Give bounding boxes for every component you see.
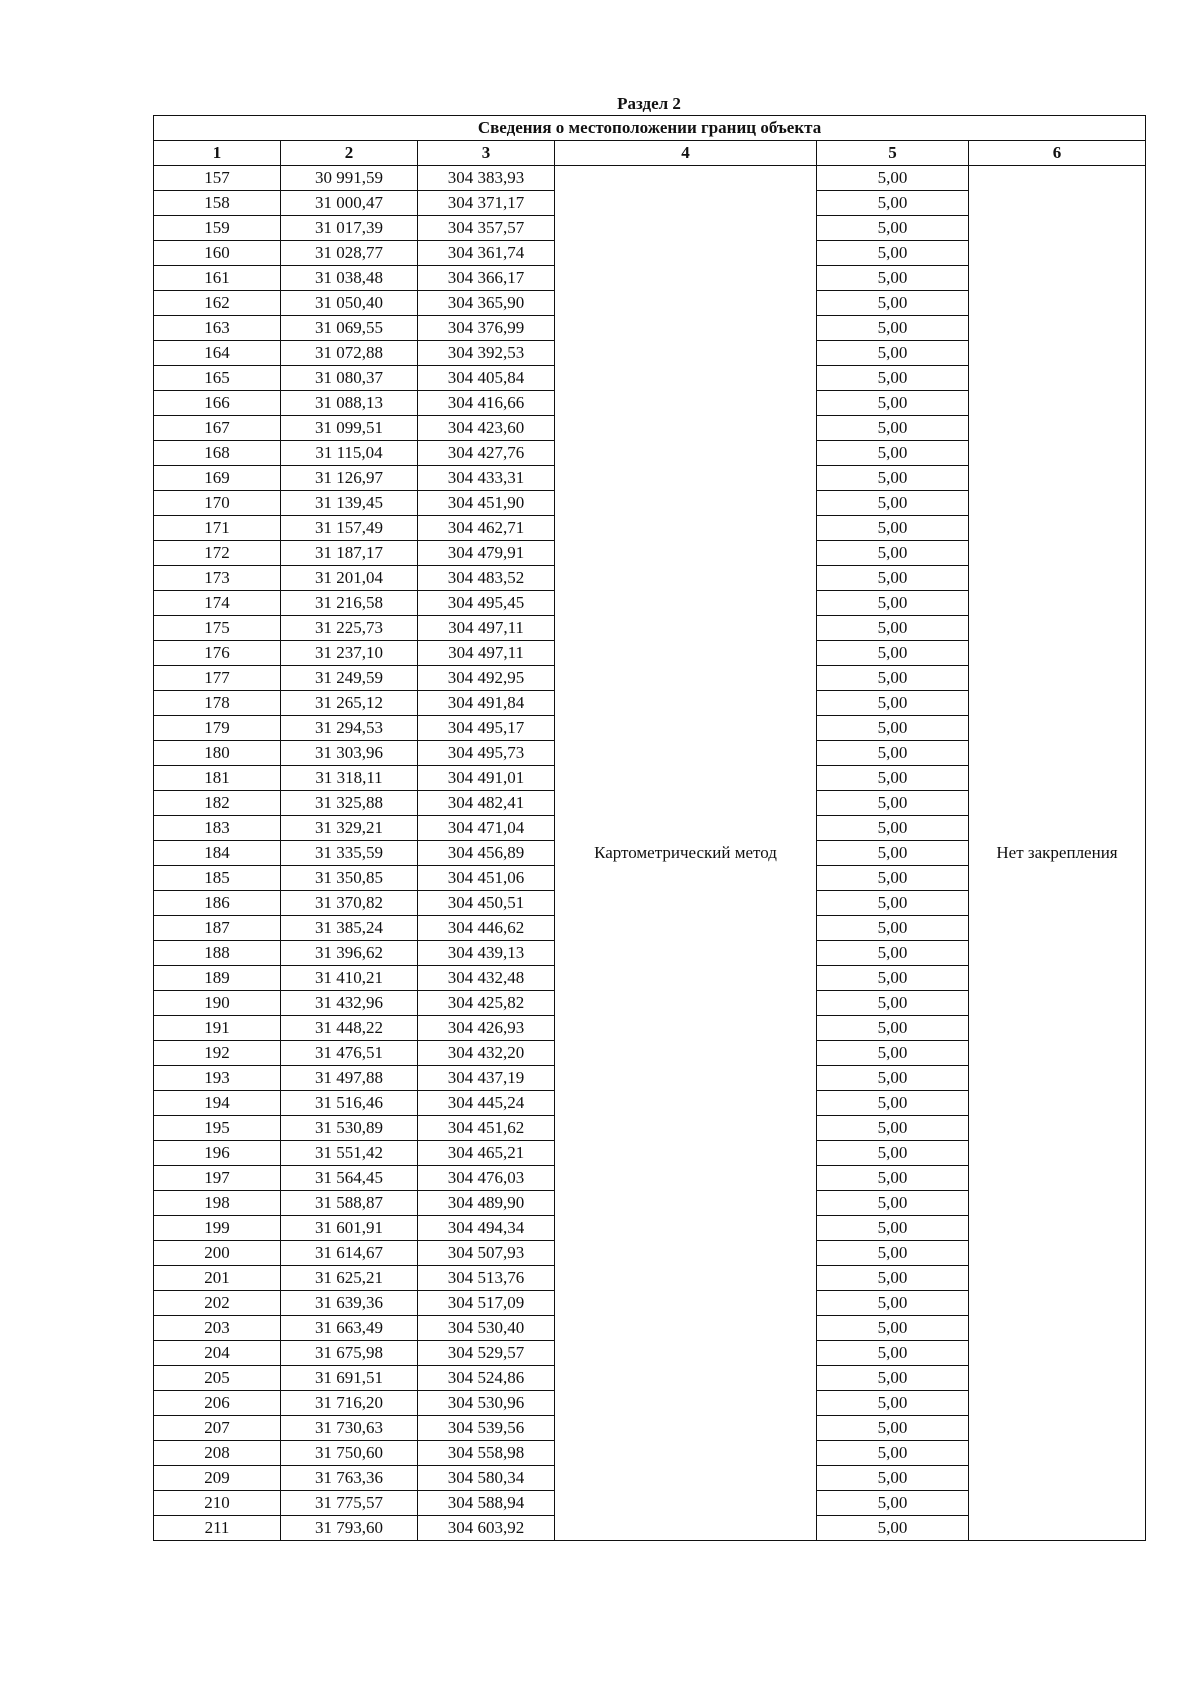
accuracy-cell: 5,00 <box>817 191 969 216</box>
coordinate-y-cell: 304 497,11 <box>418 616 555 641</box>
coordinate-y-cell: 304 445,24 <box>418 1091 555 1116</box>
point-number-cell: 186 <box>154 891 281 916</box>
coordinate-y-cell: 304 517,09 <box>418 1291 555 1316</box>
coordinate-x-cell: 31 099,51 <box>281 416 418 441</box>
point-number-cell: 163 <box>154 316 281 341</box>
coordinate-x-cell: 31 675,98 <box>281 1341 418 1366</box>
point-number-cell: 178 <box>154 691 281 716</box>
coordinate-y-cell: 304 446,62 <box>418 916 555 941</box>
accuracy-cell: 5,00 <box>817 291 969 316</box>
document-sheet <box>153 93 1145 1541</box>
point-number-cell: 176 <box>154 641 281 666</box>
accuracy-cell: 5,00 <box>817 616 969 641</box>
column-number-6: 6 <box>969 141 1146 166</box>
coordinate-y-cell: 304 433,31 <box>418 466 555 491</box>
table-body <box>154 166 1146 1541</box>
coordinate-x-cell: 31 157,49 <box>281 516 418 541</box>
column-number-3: 3 <box>418 141 555 166</box>
point-number-cell: 173 <box>154 566 281 591</box>
coordinate-y-cell: 304 580,34 <box>418 1466 555 1491</box>
accuracy-cell: 5,00 <box>817 1516 969 1541</box>
coordinate-y-cell: 304 451,90 <box>418 491 555 516</box>
column-number-4: 4 <box>555 141 817 166</box>
coordinate-x-cell: 31 448,22 <box>281 1016 418 1041</box>
point-number-cell: 184 <box>154 841 281 866</box>
accuracy-cell: 5,00 <box>817 1016 969 1041</box>
coordinate-x-cell: 31 350,85 <box>281 866 418 891</box>
accuracy-cell: 5,00 <box>817 766 969 791</box>
point-number-cell: 193 <box>154 1066 281 1091</box>
point-number-cell: 157 <box>154 166 281 191</box>
accuracy-cell: 5,00 <box>817 241 969 266</box>
coordinate-x-cell: 31 516,46 <box>281 1091 418 1116</box>
accuracy-cell: 5,00 <box>817 541 969 566</box>
coordinate-x-cell: 31 793,60 <box>281 1516 418 1541</box>
point-number-cell: 179 <box>154 716 281 741</box>
accuracy-cell: 5,00 <box>817 1416 969 1441</box>
accuracy-cell: 5,00 <box>817 691 969 716</box>
coordinate-x-cell: 31 750,60 <box>281 1441 418 1466</box>
coordinate-x-cell: 31 126,97 <box>281 466 418 491</box>
coordinate-y-cell: 304 491,84 <box>418 691 555 716</box>
coordinate-y-cell: 304 524,86 <box>418 1366 555 1391</box>
coordinate-x-cell: 31 072,88 <box>281 341 418 366</box>
point-number-cell: 206 <box>154 1391 281 1416</box>
coordinate-x-cell: 31 325,88 <box>281 791 418 816</box>
accuracy-cell: 5,00 <box>817 1116 969 1141</box>
coordinate-y-cell: 304 513,76 <box>418 1266 555 1291</box>
point-number-cell: 174 <box>154 591 281 616</box>
accuracy-cell: 5,00 <box>817 991 969 1016</box>
coordinate-x-cell: 31 588,87 <box>281 1191 418 1216</box>
coordinate-x-cell: 31 080,37 <box>281 366 418 391</box>
coordinate-y-cell: 304 507,93 <box>418 1241 555 1266</box>
point-number-cell: 195 <box>154 1116 281 1141</box>
accuracy-cell: 5,00 <box>817 366 969 391</box>
coordinate-y-cell: 304 439,13 <box>418 941 555 966</box>
point-number-cell: 159 <box>154 216 281 241</box>
coordinate-y-cell: 304 476,03 <box>418 1166 555 1191</box>
accuracy-cell: 5,00 <box>817 841 969 866</box>
coordinate-y-cell: 304 479,91 <box>418 541 555 566</box>
coordinate-x-cell: 31 730,63 <box>281 1416 418 1441</box>
accuracy-cell: 5,00 <box>817 1041 969 1066</box>
accuracy-cell: 5,00 <box>817 1266 969 1291</box>
accuracy-cell: 5,00 <box>817 266 969 291</box>
coordinate-y-cell: 304 588,94 <box>418 1491 555 1516</box>
point-number-cell: 198 <box>154 1191 281 1216</box>
coordinate-y-cell: 304 357,57 <box>418 216 555 241</box>
point-number-cell: 194 <box>154 1091 281 1116</box>
coordinate-y-cell: 304 383,93 <box>418 166 555 191</box>
point-number-cell: 189 <box>154 966 281 991</box>
coordinate-x-cell: 31 497,88 <box>281 1066 418 1091</box>
coordinate-y-cell: 304 462,71 <box>418 516 555 541</box>
coordinate-x-cell: 31 476,51 <box>281 1041 418 1066</box>
point-number-cell: 180 <box>154 741 281 766</box>
point-number-cell: 164 <box>154 341 281 366</box>
coordinate-y-cell: 304 427,76 <box>418 441 555 466</box>
coordinate-x-cell: 31 530,89 <box>281 1116 418 1141</box>
accuracy-cell: 5,00 <box>817 941 969 966</box>
coordinate-y-cell: 304 495,73 <box>418 741 555 766</box>
accuracy-cell: 5,00 <box>817 816 969 841</box>
point-number-cell: 204 <box>154 1341 281 1366</box>
coordinate-x-cell: 31 410,21 <box>281 966 418 991</box>
accuracy-cell: 5,00 <box>817 866 969 891</box>
coordinate-x-cell: 31 370,82 <box>281 891 418 916</box>
coordinate-y-cell: 304 530,40 <box>418 1316 555 1341</box>
point-number-cell: 201 <box>154 1266 281 1291</box>
coordinate-x-cell: 31 385,24 <box>281 916 418 941</box>
coordinate-x-cell: 31 201,04 <box>281 566 418 591</box>
point-number-cell: 181 <box>154 766 281 791</box>
coordinate-x-cell: 31 225,73 <box>281 616 418 641</box>
accuracy-cell: 5,00 <box>817 791 969 816</box>
coordinate-y-cell: 304 376,99 <box>418 316 555 341</box>
coordinate-y-cell: 304 529,57 <box>418 1341 555 1366</box>
coordinate-y-cell: 304 405,84 <box>418 366 555 391</box>
accuracy-cell: 5,00 <box>817 566 969 591</box>
accuracy-cell: 5,00 <box>817 341 969 366</box>
coordinate-x-cell: 31 335,59 <box>281 841 418 866</box>
accuracy-cell: 5,00 <box>817 491 969 516</box>
point-number-cell: 210 <box>154 1491 281 1516</box>
coordinate-x-cell: 31 601,91 <box>281 1216 418 1241</box>
table-row <box>154 166 1146 191</box>
coordinate-x-cell: 31 625,21 <box>281 1266 418 1291</box>
point-number-cell: 190 <box>154 991 281 1016</box>
accuracy-cell: 5,00 <box>817 516 969 541</box>
point-number-cell: 205 <box>154 1366 281 1391</box>
point-number-cell: 200 <box>154 1241 281 1266</box>
accuracy-cell: 5,00 <box>817 1441 969 1466</box>
coordinate-x-cell: 31 763,36 <box>281 1466 418 1491</box>
coordinate-x-cell: 31 017,39 <box>281 216 418 241</box>
accuracy-cell: 5,00 <box>817 1216 969 1241</box>
boundary-table <box>153 115 1146 1541</box>
accuracy-cell: 5,00 <box>817 1366 969 1391</box>
accuracy-cell: 5,00 <box>817 466 969 491</box>
point-number-cell: 208 <box>154 1441 281 1466</box>
coordinate-x-cell: 31 139,45 <box>281 491 418 516</box>
point-number-cell: 185 <box>154 866 281 891</box>
column-number-1: 1 <box>154 141 281 166</box>
coordinate-y-cell: 304 497,11 <box>418 641 555 666</box>
accuracy-cell: 5,00 <box>817 1391 969 1416</box>
coordinate-x-cell: 30 991,59 <box>281 166 418 191</box>
coordinate-y-cell: 304 451,06 <box>418 866 555 891</box>
coordinate-y-cell: 304 366,17 <box>418 266 555 291</box>
point-number-cell: 209 <box>154 1466 281 1491</box>
accuracy-cell: 5,00 <box>817 1091 969 1116</box>
point-number-cell: 203 <box>154 1316 281 1341</box>
coordinate-x-cell: 31 639,36 <box>281 1291 418 1316</box>
accuracy-cell: 5,00 <box>817 1341 969 1366</box>
accuracy-cell: 5,00 <box>817 1291 969 1316</box>
point-number-cell: 191 <box>154 1016 281 1041</box>
point-number-cell: 197 <box>154 1166 281 1191</box>
coordinate-y-cell: 304 491,01 <box>418 766 555 791</box>
point-number-cell: 187 <box>154 916 281 941</box>
coordinate-x-cell: 31 614,67 <box>281 1241 418 1266</box>
point-number-cell: 202 <box>154 1291 281 1316</box>
accuracy-cell: 5,00 <box>817 1141 969 1166</box>
point-number-cell: 162 <box>154 291 281 316</box>
accuracy-cell: 5,00 <box>817 966 969 991</box>
coordinate-x-cell: 31 237,10 <box>281 641 418 666</box>
coordinate-y-cell: 304 489,90 <box>418 1191 555 1216</box>
accuracy-cell: 5,00 <box>817 916 969 941</box>
section-title: Раздел 2 <box>617 94 681 113</box>
coordinate-y-cell: 304 495,45 <box>418 591 555 616</box>
column-number-5: 5 <box>817 141 969 166</box>
coordinate-y-cell: 304 432,20 <box>418 1041 555 1066</box>
accuracy-cell: 5,00 <box>817 441 969 466</box>
point-number-cell: 199 <box>154 1216 281 1241</box>
point-number-cell: 165 <box>154 366 281 391</box>
coordinate-y-cell: 304 465,21 <box>418 1141 555 1166</box>
point-number-cell: 161 <box>154 266 281 291</box>
point-number-cell: 182 <box>154 791 281 816</box>
coordinate-x-cell: 31 038,48 <box>281 266 418 291</box>
coordinate-y-cell: 304 365,90 <box>418 291 555 316</box>
point-number-cell: 207 <box>154 1416 281 1441</box>
coordinate-y-cell: 304 471,04 <box>418 816 555 841</box>
coordinate-x-cell: 31 069,55 <box>281 316 418 341</box>
point-number-cell: 177 <box>154 666 281 691</box>
accuracy-cell: 5,00 <box>817 891 969 916</box>
accuracy-cell: 5,00 <box>817 391 969 416</box>
coordinate-y-cell: 304 437,19 <box>418 1066 555 1091</box>
accuracy-cell: 5,00 <box>817 641 969 666</box>
coordinate-y-cell: 304 492,95 <box>418 666 555 691</box>
coordinate-x-cell: 31 050,40 <box>281 291 418 316</box>
coordinate-y-cell: 304 425,82 <box>418 991 555 1016</box>
coordinate-y-cell: 304 495,17 <box>418 716 555 741</box>
fixing-cell: Нет закрепления <box>969 166 1146 1541</box>
coordinate-x-cell: 31 329,21 <box>281 816 418 841</box>
point-number-cell: 158 <box>154 191 281 216</box>
point-number-cell: 192 <box>154 1041 281 1066</box>
coordinate-y-cell: 304 451,62 <box>418 1116 555 1141</box>
point-number-cell: 160 <box>154 241 281 266</box>
accuracy-cell: 5,00 <box>817 1241 969 1266</box>
accuracy-cell: 5,00 <box>817 316 969 341</box>
coordinate-x-cell: 31 716,20 <box>281 1391 418 1416</box>
accuracy-cell: 5,00 <box>817 1491 969 1516</box>
accuracy-cell: 5,00 <box>817 416 969 441</box>
coordinate-x-cell: 31 187,17 <box>281 541 418 566</box>
coordinate-x-cell: 31 294,53 <box>281 716 418 741</box>
coordinate-x-cell: 31 115,04 <box>281 441 418 466</box>
coordinate-x-cell: 31 249,59 <box>281 666 418 691</box>
coordinate-y-cell: 304 361,74 <box>418 241 555 266</box>
coordinate-x-cell: 31 318,11 <box>281 766 418 791</box>
point-number-cell: 169 <box>154 466 281 491</box>
accuracy-cell: 5,00 <box>817 1316 969 1341</box>
accuracy-cell: 5,00 <box>817 216 969 241</box>
coordinate-y-cell: 304 482,41 <box>418 791 555 816</box>
coordinate-y-cell: 304 494,34 <box>418 1216 555 1241</box>
column-number-2: 2 <box>281 141 418 166</box>
method-cell: Картометрический метод <box>555 166 817 1541</box>
accuracy-cell: 5,00 <box>817 1066 969 1091</box>
coordinate-x-cell: 31 088,13 <box>281 391 418 416</box>
coordinate-x-cell: 31 551,42 <box>281 1141 418 1166</box>
accuracy-cell: 5,00 <box>817 166 969 191</box>
point-number-cell: 211 <box>154 1516 281 1541</box>
coordinate-x-cell: 31 000,47 <box>281 191 418 216</box>
coordinate-x-cell: 31 691,51 <box>281 1366 418 1391</box>
accuracy-cell: 5,00 <box>817 1191 969 1216</box>
coordinate-x-cell: 31 265,12 <box>281 691 418 716</box>
point-number-cell: 188 <box>154 941 281 966</box>
coordinate-x-cell: 31 564,45 <box>281 1166 418 1191</box>
point-number-cell: 172 <box>154 541 281 566</box>
point-number-cell: 175 <box>154 616 281 641</box>
point-number-cell: 183 <box>154 816 281 841</box>
accuracy-cell: 5,00 <box>817 716 969 741</box>
point-number-cell: 171 <box>154 516 281 541</box>
coordinate-x-cell: 31 432,96 <box>281 991 418 1016</box>
accuracy-cell: 5,00 <box>817 1166 969 1191</box>
accuracy-cell: 5,00 <box>817 666 969 691</box>
coordinate-y-cell: 304 432,48 <box>418 966 555 991</box>
coordinate-y-cell: 304 483,52 <box>418 566 555 591</box>
coordinate-y-cell: 304 416,66 <box>418 391 555 416</box>
accuracy-cell: 5,00 <box>817 591 969 616</box>
coordinate-y-cell: 304 530,96 <box>418 1391 555 1416</box>
accuracy-cell: 5,00 <box>817 741 969 766</box>
coordinate-y-cell: 304 426,93 <box>418 1016 555 1041</box>
coordinate-y-cell: 304 558,98 <box>418 1441 555 1466</box>
coordinate-x-cell: 31 775,57 <box>281 1491 418 1516</box>
coordinate-x-cell: 31 216,58 <box>281 591 418 616</box>
coordinate-y-cell: 304 392,53 <box>418 341 555 366</box>
accuracy-cell: 5,00 <box>817 1466 969 1491</box>
point-number-cell: 167 <box>154 416 281 441</box>
point-number-cell: 166 <box>154 391 281 416</box>
coordinate-y-cell: 304 371,17 <box>418 191 555 216</box>
coordinate-y-cell: 304 456,89 <box>418 841 555 866</box>
point-number-cell: 170 <box>154 491 281 516</box>
table-caption: Сведения о местоположении границ объекта <box>154 116 1146 141</box>
coordinate-x-cell: 31 028,77 <box>281 241 418 266</box>
coordinate-y-cell: 304 539,56 <box>418 1416 555 1441</box>
coordinate-y-cell: 304 603,92 <box>418 1516 555 1541</box>
point-number-cell: 168 <box>154 441 281 466</box>
coordinate-y-cell: 304 423,60 <box>418 416 555 441</box>
coordinate-x-cell: 31 303,96 <box>281 741 418 766</box>
coordinate-x-cell: 31 663,49 <box>281 1316 418 1341</box>
coordinate-x-cell: 31 396,62 <box>281 941 418 966</box>
point-number-cell: 196 <box>154 1141 281 1166</box>
coordinate-y-cell: 304 450,51 <box>418 891 555 916</box>
